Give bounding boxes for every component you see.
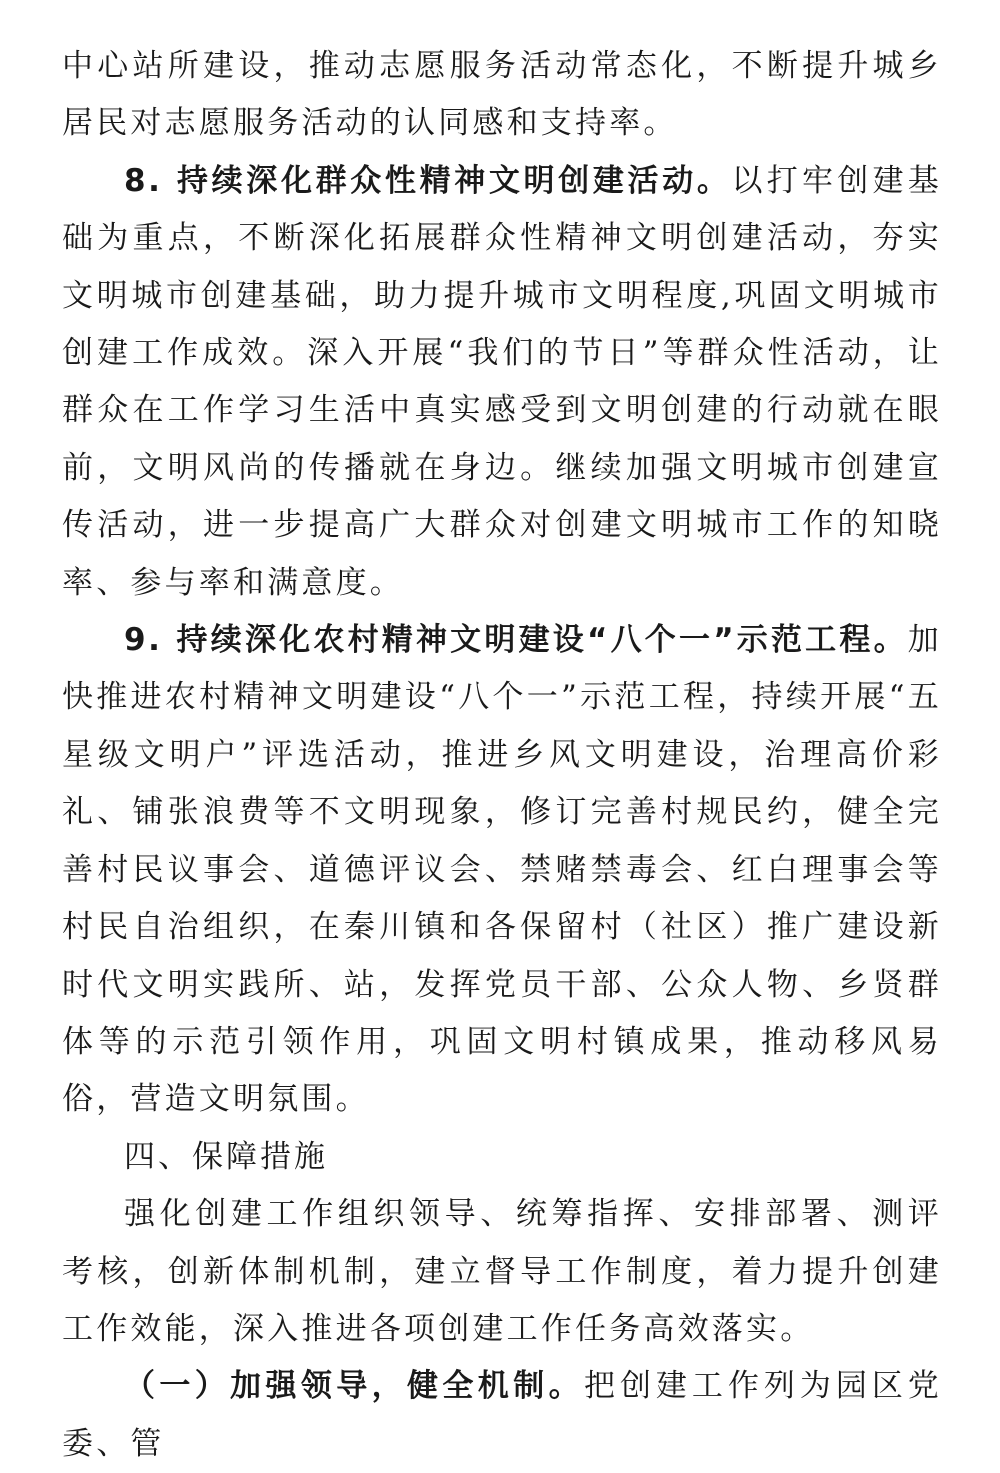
subsection-1-title: （一）加强领导，健全机制。 xyxy=(124,1368,584,1405)
paragraph-safeguards xyxy=(62,1186,942,1358)
paragraph-text: 强化创建工作组织领导、统筹指挥、安排部署、测评考核，创新体制机制，建立督导工作制度，着力提升创建工作效能，深入推进各项创建工作任务高效落实。 xyxy=(62,1196,942,1347)
paragraph-item-8 xyxy=(62,153,942,612)
document-page xyxy=(62,0,942,1462)
item-8-body: 以打牢创建基础为重点，不断深化拓展群众性精神文明创建活动，夯实文明城市创建基础，助力提升城市文明程度,巩固文明城市创建工作成效。深入开展“我们的节日”等群众性活动，让群众在工作学习生活中真实感受到文明创建的行动就在眼前，文明风尚的传播就在身边。继续加强文明城市创建宣传活动，进一步提高广大群众对创建文明城市工作的知晓率、参与率和满意度。 xyxy=(62,162,942,601)
subsection-1-body: 把创建工作列为园区党委、管 xyxy=(62,1368,942,1462)
item-9-title: 9. 持续深化农村精神文明建设“八个一”示范工程。 xyxy=(124,622,908,659)
paragraph-subsection-1 xyxy=(62,1358,942,1473)
paragraph-volunteer-service xyxy=(62,38,942,153)
section-heading: 四、保障措施 xyxy=(124,1138,328,1175)
paragraph-text: 中心站所建设，推动志愿服务活动常态化，不断提升城乡居民对志愿服务活动的认同感和支持率。 xyxy=(62,48,942,142)
paragraph-item-9 xyxy=(62,612,942,1129)
item-8-title: 8. 持续深化群众性精神文明创建活动。 xyxy=(124,162,732,199)
item-9-body: 加快推进农村精神文明建设“八个一”示范工程，持续开展“五星级文明户”评选活动，推进乡风文明建设，治理高价彩礼、铺张浪费等不文明现象，修订完善村规民约，健全完善村民议事会、道德评议会、禁赌禁毒会、红白理事会等村民自治组织，在秦川镇和各保留村（社区）推广建设新时代文明实践所、站，发挥党员干部、公众人物、乡贤群体等的示范引领作用，巩固文明村镇成果，推动移风易俗，营造文明氛围。 xyxy=(62,622,942,1118)
